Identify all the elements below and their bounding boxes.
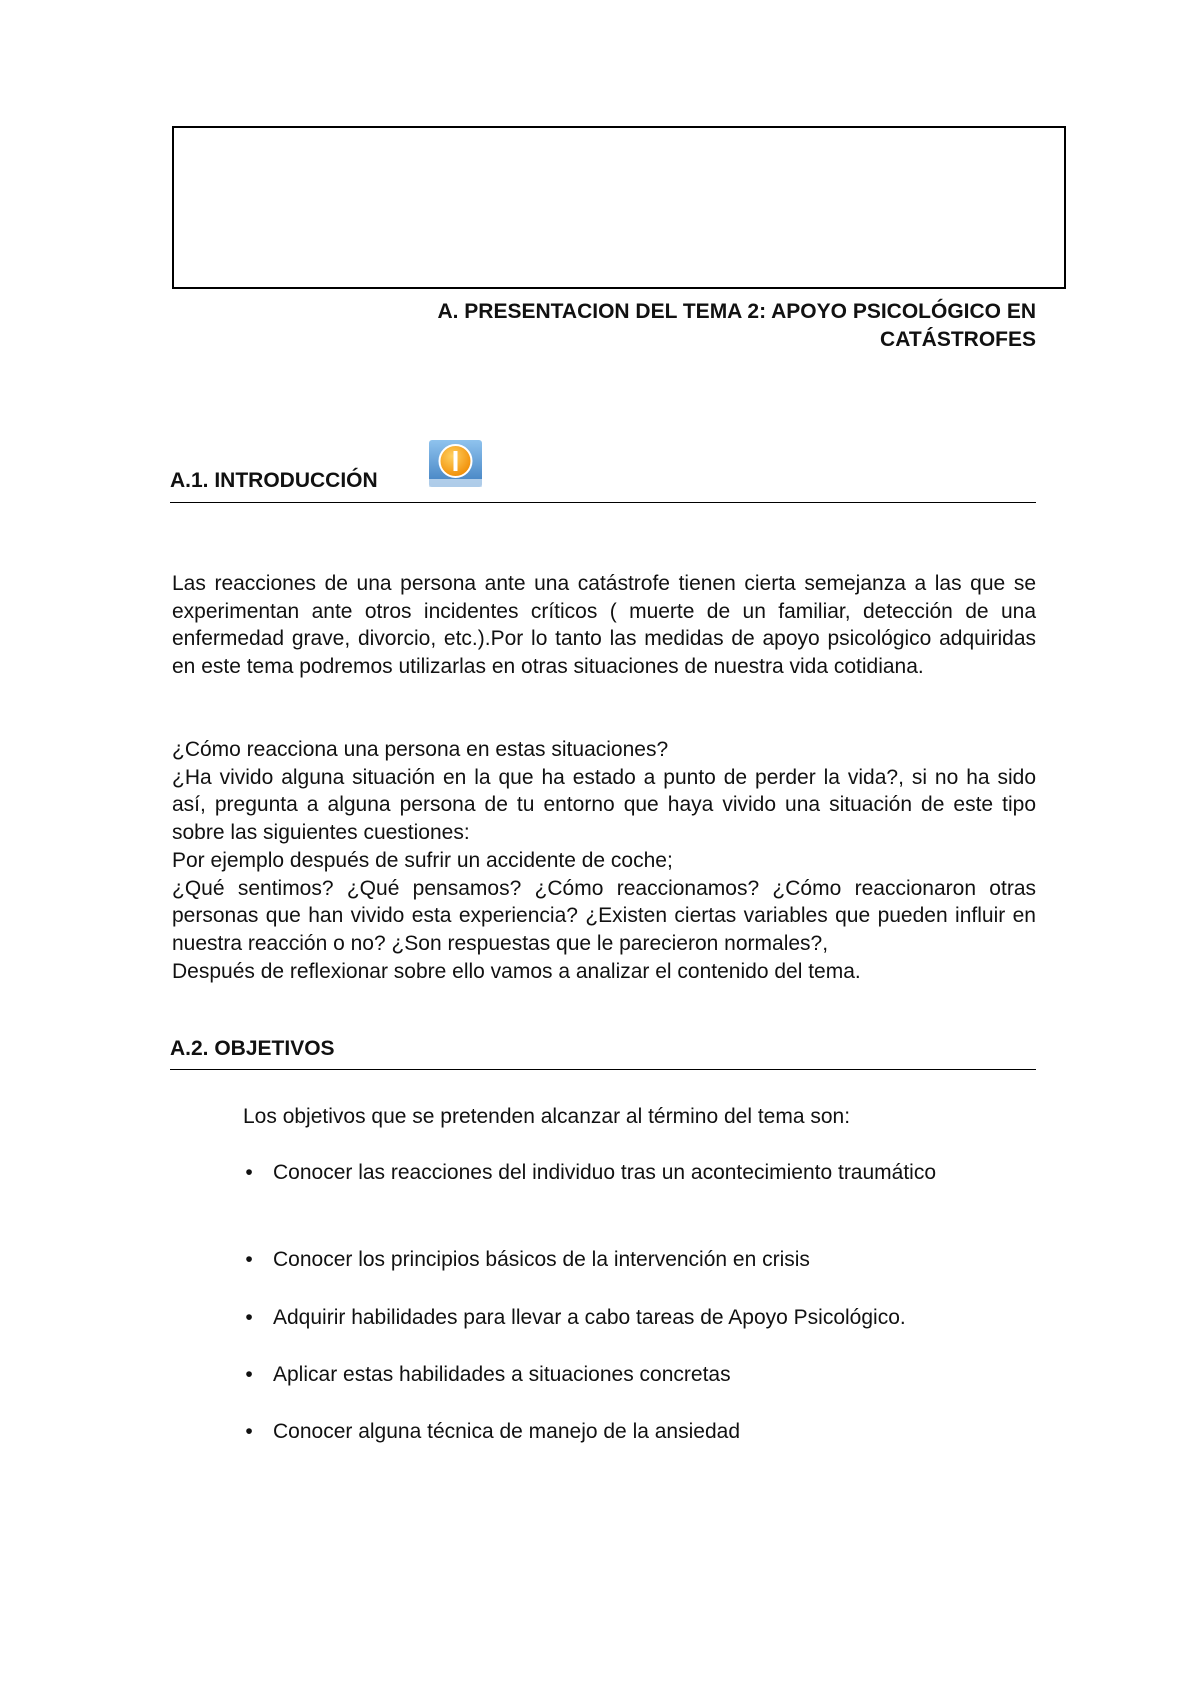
bullet-icon: • — [245, 1248, 253, 1271]
section-heading-objetivos: A.2. OBJETIVOS — [170, 1036, 1036, 1070]
bullet-icon: • — [245, 1420, 253, 1443]
list-item-text: Aplicar estas habilidades a situaciones concretas — [273, 1363, 731, 1386]
intro-questions-block — [172, 736, 1036, 985]
list-item — [240, 1361, 1036, 1389]
info-icon — [428, 439, 483, 488]
list-item-text: Adquirir habilidades para llevar a cabo tareas de Apoyo Psicológico. — [273, 1306, 906, 1329]
title-line-1: A. PRESENTACION DEL TEMA 2: APOYO PSICOLÓGICO EN — [437, 300, 1036, 323]
bullet-icon: • — [245, 1161, 253, 1184]
header-box — [172, 126, 1066, 289]
list-item — [240, 1304, 1036, 1332]
list-item — [240, 1159, 1036, 1187]
bullet-icon: • — [245, 1306, 253, 1329]
document-title — [172, 298, 1036, 354]
list-item-text: Conocer los principios básicos de la intervención en crisis — [273, 1248, 810, 1271]
list-item — [240, 1418, 1036, 1446]
list-item-text: Conocer las reacciones del individuo tras un acontecimiento traumático — [273, 1161, 937, 1184]
objectives-intro: Los objetivos que se pretenden alcanzar al término del tema son: — [243, 1105, 851, 1128]
example-line: Por ejemplo después de sufrir un accidente de coche; — [172, 848, 673, 872]
reflection-questions: ¿Qué sentimos? ¿Qué pensamos? ¿Cómo reaccionamos? ¿Cómo reaccionaron otras personas que han vivido esta experiencia? ¿Existen ciertas variables que pueden influir en nuestra reacción o no? ¿Son respuestas que le parecieron normales?, — [172, 876, 1036, 955]
question-2: ¿Ha vivido alguna situación en la que ha estado a punto de perder la vida?, si no ha sido así, pregunta a alguna persona de tu entorno que haya vivido una situación de este tipo sobre las siguientes cuestiones: — [172, 765, 1036, 845]
title-line-2: CATÁSTROFES — [880, 328, 1036, 351]
list-item-text: Conocer alguna técnica de manejo de la ansiedad — [273, 1420, 740, 1443]
intro-paragraph: Las reacciones de una persona ante una catástrofe tienen cierta semejanza a las que se experimentan ante otros incidentes críticos ( muerte de un familiar, detección de una enfermedad grave, divorcio, etc.).Por lo tanto las medidas de apoyo psicológico adquiridas en este tema podremos utilizarlas en otras situaciones de nuestra vida cotidiana. — [172, 572, 1036, 679]
closing-line: Después de reflexionar sobre ello vamos a analizar el contenido del tema. — [172, 959, 861, 983]
section-heading-introduccion: A.1. INTRODUCCIÓN — [170, 468, 1036, 503]
list-item — [240, 1246, 1036, 1274]
question-1: ¿Cómo reacciona una persona en estas situaciones? — [172, 738, 669, 761]
bullet-icon: • — [245, 1363, 253, 1386]
